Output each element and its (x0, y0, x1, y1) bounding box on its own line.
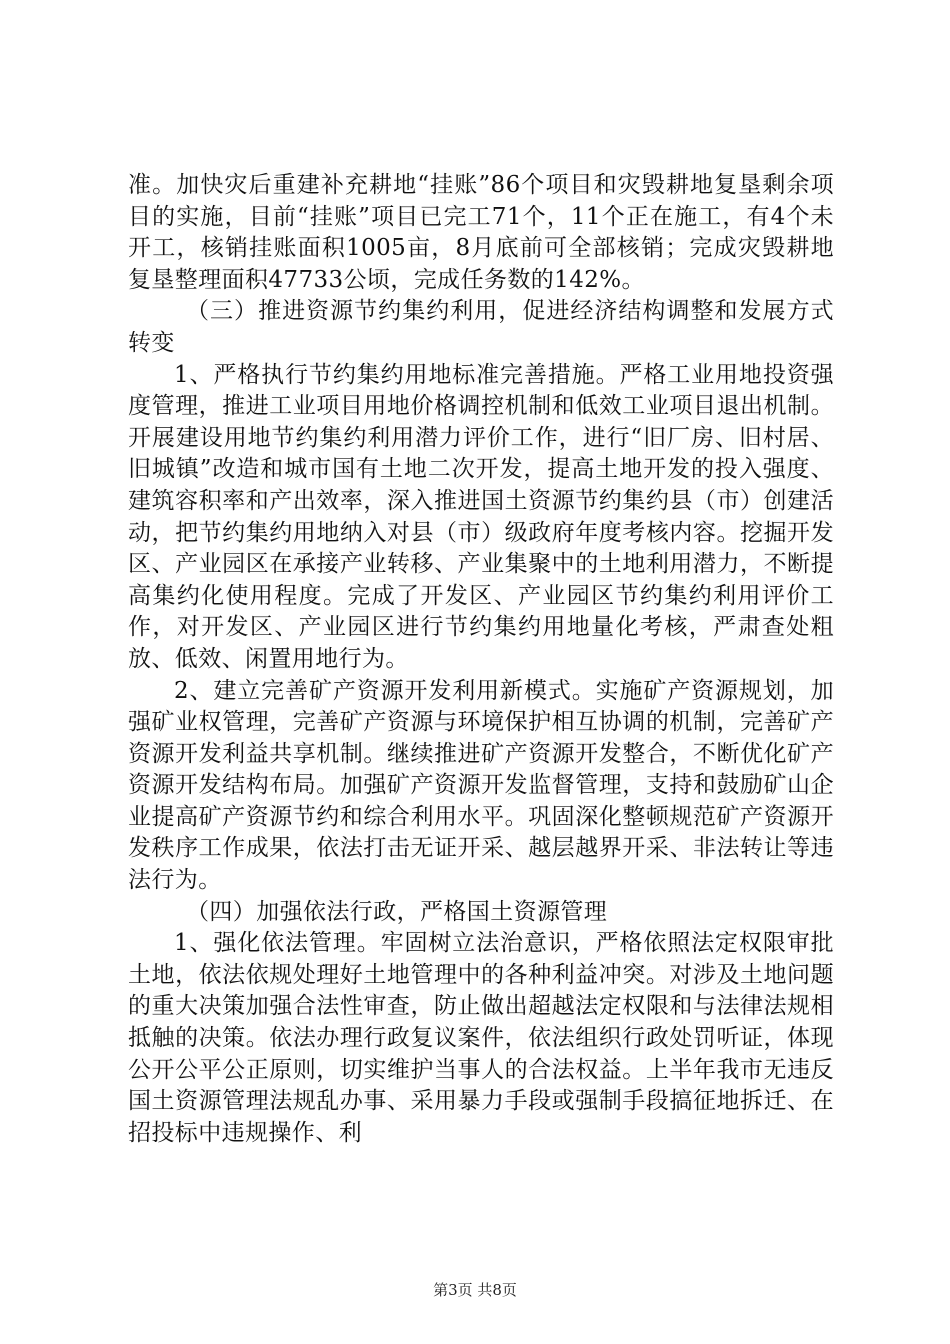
section-heading-3: （三）推进资源节约集约利用，促进经济结构调整和发展方式转变 (128, 298, 834, 356)
paragraph-legal-management: 1、强化依法管理。牢固树立法治意识，严格依照法定权限审批土地，依法依规处理好土地管理中的各种利益冲突。对涉及土地问题的重大决策加强合法性审查，防止做出超越法定权限和与法律法规相抵触的决策。依法办理行政复议案件，依法组织行政处罚听证，体现公开公平公正原则，切实维护当事人的合法权益。上半年我市无违反国土资源管理法规乱办事、采用暴力手段或强制手段搞征地拆迁、在招投标中违规操作、利 (128, 930, 834, 1146)
paragraph-mineral: 2、建立完善矿产资源开发利用新模式。实施矿产资源规划，加强矿业权管理，完善矿产资源与环境保护相互协调的机制，完善矿产资源开发利益共享机制。继续推进矿产资源开发整合，不断优化矿产资源开发结构布局。加强矿产资源开发监督管理，支持和鼓励矿山企业提高矿产资源节约和综合利用水平。巩固深化整顿规范矿产资源开发秩序工作成果，依法打击无证开采、越层越界开采、非法转让等违法行为。 (128, 677, 834, 894)
page-footer: 第3页 共8页 (433, 1281, 517, 1299)
document-body (128, 170, 834, 1149)
paragraph-continuation: 准。加快灾后重建补充耕地“挂账”86个项目和灾毁耕地复垦剩余项目的实施，目前“挂账”项目已完工71个，11个正在施工，有4个未开工，核销挂账面积1005亩，8月底前可全部核销；完成灾毁耕地复垦整理面积47733公顷，完成任务数的142%。 (128, 172, 834, 293)
paragraph-land-use: 1、严格执行节约集约用地标准完善措施。严格工业用地投资强度管理，推进工业项目用地价格调控机制和低效工业项目退出机制。开展建设用地节约集约利用潜力评价工作，进行“旧厂房、旧村居、旧城镇”改造和城市国有土地二次开发，提高土地开发的投入强度、建筑容积率和产出效率，深入推进国土资源节约集约县（市）创建活动，把节约集约用地纳入对县（市）级政府年度考核内容。挖掘开发区、产业园区在承接产业转移、产业集聚中的土地利用潜力，不断提高集约化使用程度。完成了开发区、产业园区节约集约利用评价工作，对开发区、产业园区进行节约集约用地量化考核，严肃查处粗放、低效、闲置用地行为。 (128, 361, 834, 672)
section-heading-4: （四）加强依法行政，严格国土资源管理 (186, 898, 608, 925)
